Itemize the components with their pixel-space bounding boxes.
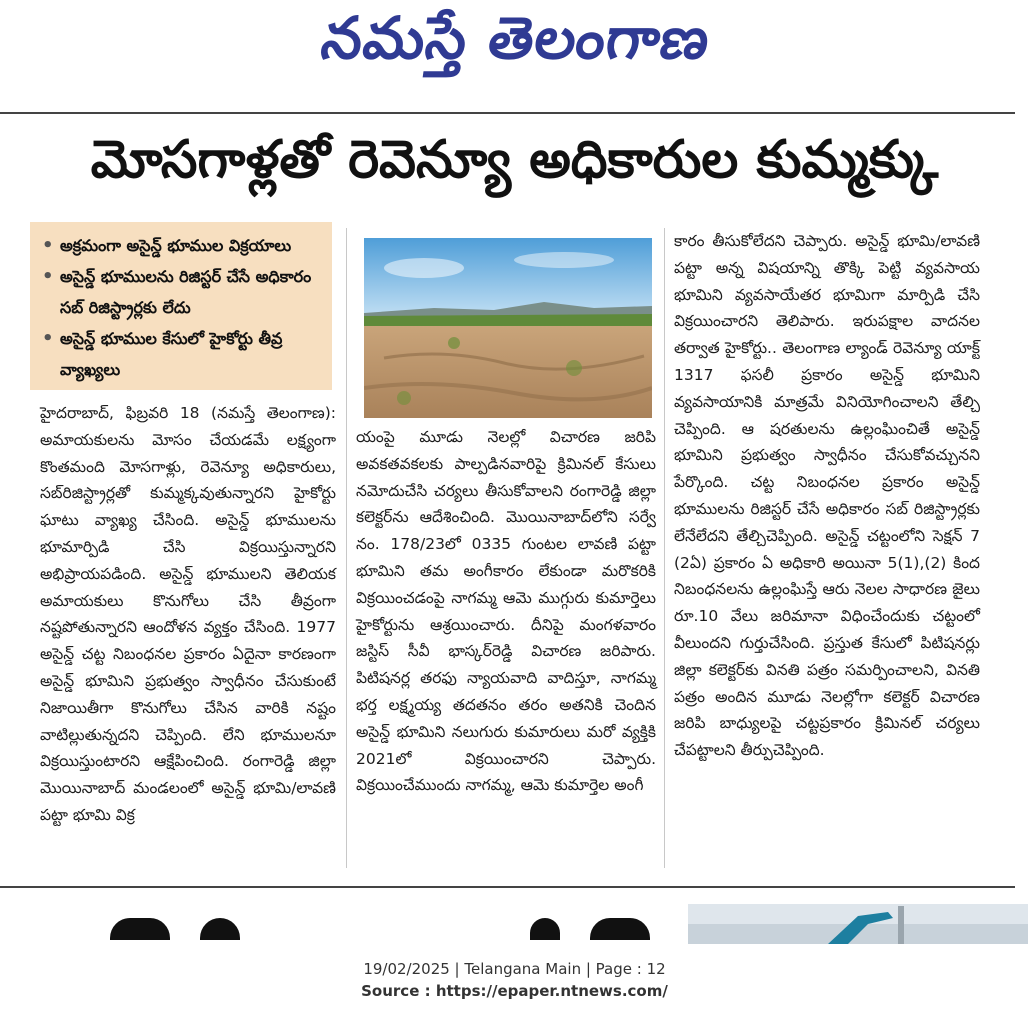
- article-column-2: యంపై మూడు నెలల్లో విచారణ జరిపి అవకతవకలకు పాల్పడినవారిపై క్రిమినల్ కేసులు నమోదుచేసి చర్యలు తీసుకోవాలని రంగారెడ్డి జిల్లా కలెక్టర్‌ను ఆదేశించింది. మొయినాబాద్‌లోని సర్వే నం. 178/23లో 0335 గుంటల లావణి పట్టా భూమిని తమ అంగీకారం లేకుండా మరొకరికి విక్రయించడంపై నాగమ్మ ఆమె ముగ్గురు కుమార్తెలు హైకోర్టును ఆశ్రయించారు. దీనిపై మంగళవారం జస్టిస్ సీవీ భాస్కర్‌రెడ్డి విచారణ జరిపారు. పిటిషనర్ల తరఫు న్యాయవాది వాదిస్తూ, నాగమ్మ భర్త లక్ష్మయ్య తదతనం తరం అతనికి చెందిన అసైన్డ్ భూమిని నలుగురు కుమారులు మరో వ్యక్తికి 2021లో విక్రయించారని చెప్పారు. విక్రయించేముందు నాగమ్మ, ఆమె కుమార్తెల అంగీ: [356, 428, 656, 795]
- article-photo: [364, 238, 652, 418]
- column-divider: [346, 228, 347, 868]
- masthead-title: నమస్తే తెలంగాణ: [316, 4, 715, 72]
- next-article-photo-fragment: [688, 904, 1028, 944]
- top-rule: [0, 112, 1015, 114]
- masthead: [0, 0, 1029, 100]
- source-link[interactable]: Source : https://epaper.ntnews.com/: [361, 982, 668, 1000]
- highlight-item: • అసైన్డ్ భూములను రిజిస్టర్ చేసే అధికారం సబ్ రిజిస్ట్రార్లకు లేదు: [40, 261, 324, 323]
- bottom-rule: [0, 886, 1015, 888]
- article-column-3: కారం తీసుకోలేదని చెప్పారు. అసైన్డ్ భూమి/లావణి పట్టా అన్న విషయాన్ని తొక్కి పెట్టి వ్యవసాయ భూమిని వ్యవసాయేతర భూమిగా మార్పిడి చేసి విక్రయించారని తెలిపారు. ఇరుపక్షాల వాదనల తర్వాత హైకోర్టు.. తెలంగాణ ల్యాండ్ రెవెన్యూ యాక్ట్ 1317 ఫసలీ ప్రకారం అసైన్డ్ భూమిని వ్యవసాయానికి మాత్రమే వినియోగించాలని తేల్చి చెప్పింది. ఆ షరతులను ఉల్లంఘించితే అసైన్డ్ భూమిని ప్రభుత్వం స్వాధీనం చేసుకోవచ్చునని పేర్కొంది. చట్ట నిబంధనల ప్రకారం అసైన్డ్ భూములను రిజిస్టర్ చేసే అధికారం సబ్ రిజిస్ట్రార్లకు లేనేలేదని తేల్చిచెప్పింది. అసైన్డ్ చట్టంలోని సెక్షన్ 7 (2ఏ) ప్రకారం ఏ అధికారి అయినా 5(1),(2) కింద నిబంధనలను ఉల్లంఘిస్తే ఆరు నెలల సాధారణ జైలు రూ.10 వేలు జరిమానా విధించేందుకు చట్టంలో వీలుందని గుర్తుచేసింది. ప్రస్తుత కేసులో పిటిషనర్లు జిల్లా కలెక్టర్‌కు వినతి పత్రం సమర్పించాలని, వినతి పత్రం అందిన మూడు నెలల్లోగా కలెక్టర్ విచారణ జరిపి బాధ్యులపై చట్టప్రకారం క్రిమినల్ చర్యలు చేపట్టాలని తీర్పుచెప్పింది.: [674, 232, 980, 760]
- highlights-box: [30, 222, 332, 390]
- highlight-item: • అసైన్డ్ భూముల కేసులో హైకోర్టు తీవ్ర వ్యాఖ్యలు: [40, 323, 324, 385]
- edition-info: 19/02/2025 | Telangana Main | Page : 12: [363, 960, 666, 978]
- highlight-item: • అక్రమంగా అసైన్డ్ భూముల విక్రయాలు: [40, 230, 324, 261]
- column-divider: [664, 228, 665, 868]
- article-column-1: హైదరాబాద్, ఫిబ్రవరి 18 (నమస్తే తెలంగాణ): అమాయకులను మోసం చేయడమే లక్ష్యంగా కొంతమంది మోసగాళ్లు, రెవెన్యూ అధికారులు, సబ్‌రిజిస్ట్రార్లతో కుమ్మక్కవుతున్నారని హైకోర్టు ఘాటు వ్యాఖ్య చేసింది. అసైన్డ్ భూములను భూమార్పిడి చేసి విక్రయిస్తున్నారని అభిప్రాయపడింది. అసైన్డ్ భూములని తెలియక అమాయకులు కొనుగోలు చేసి తీవ్రంగా నష్టపోతున్నారని ఆందోళన వ్యక్తం చేసింది. 1977 అసైన్డ్ చట్ట నిబంధనల ప్రకారం ఏదైనా కారణంగా అసైన్డ్ భూమిని ప్రభుత్వం స్వాధీనం చేసుకుంటే నిజాయితీగా కొనుగోలు చేసిన వారికి నష్టం వాటిల్లుతున్నదని చెప్పింది. లేని భూములనూ విక్రయిస్తుంటారని ఆక్షేపించింది. రంగారెడ్డి జిల్లా మొయినాబాద్ మండలంలో అసైన్డ్ భూమి/లావణి పట్టా భూమి విక్ర: [40, 404, 336, 824]
- next-article-headline-fragment: [90, 900, 670, 940]
- page-footer: [0, 958, 1029, 1002]
- article-headline: మోసగాళ్లతో రెవెన్యూ అధికారుల కుమ్మక్కు: [90, 130, 939, 190]
